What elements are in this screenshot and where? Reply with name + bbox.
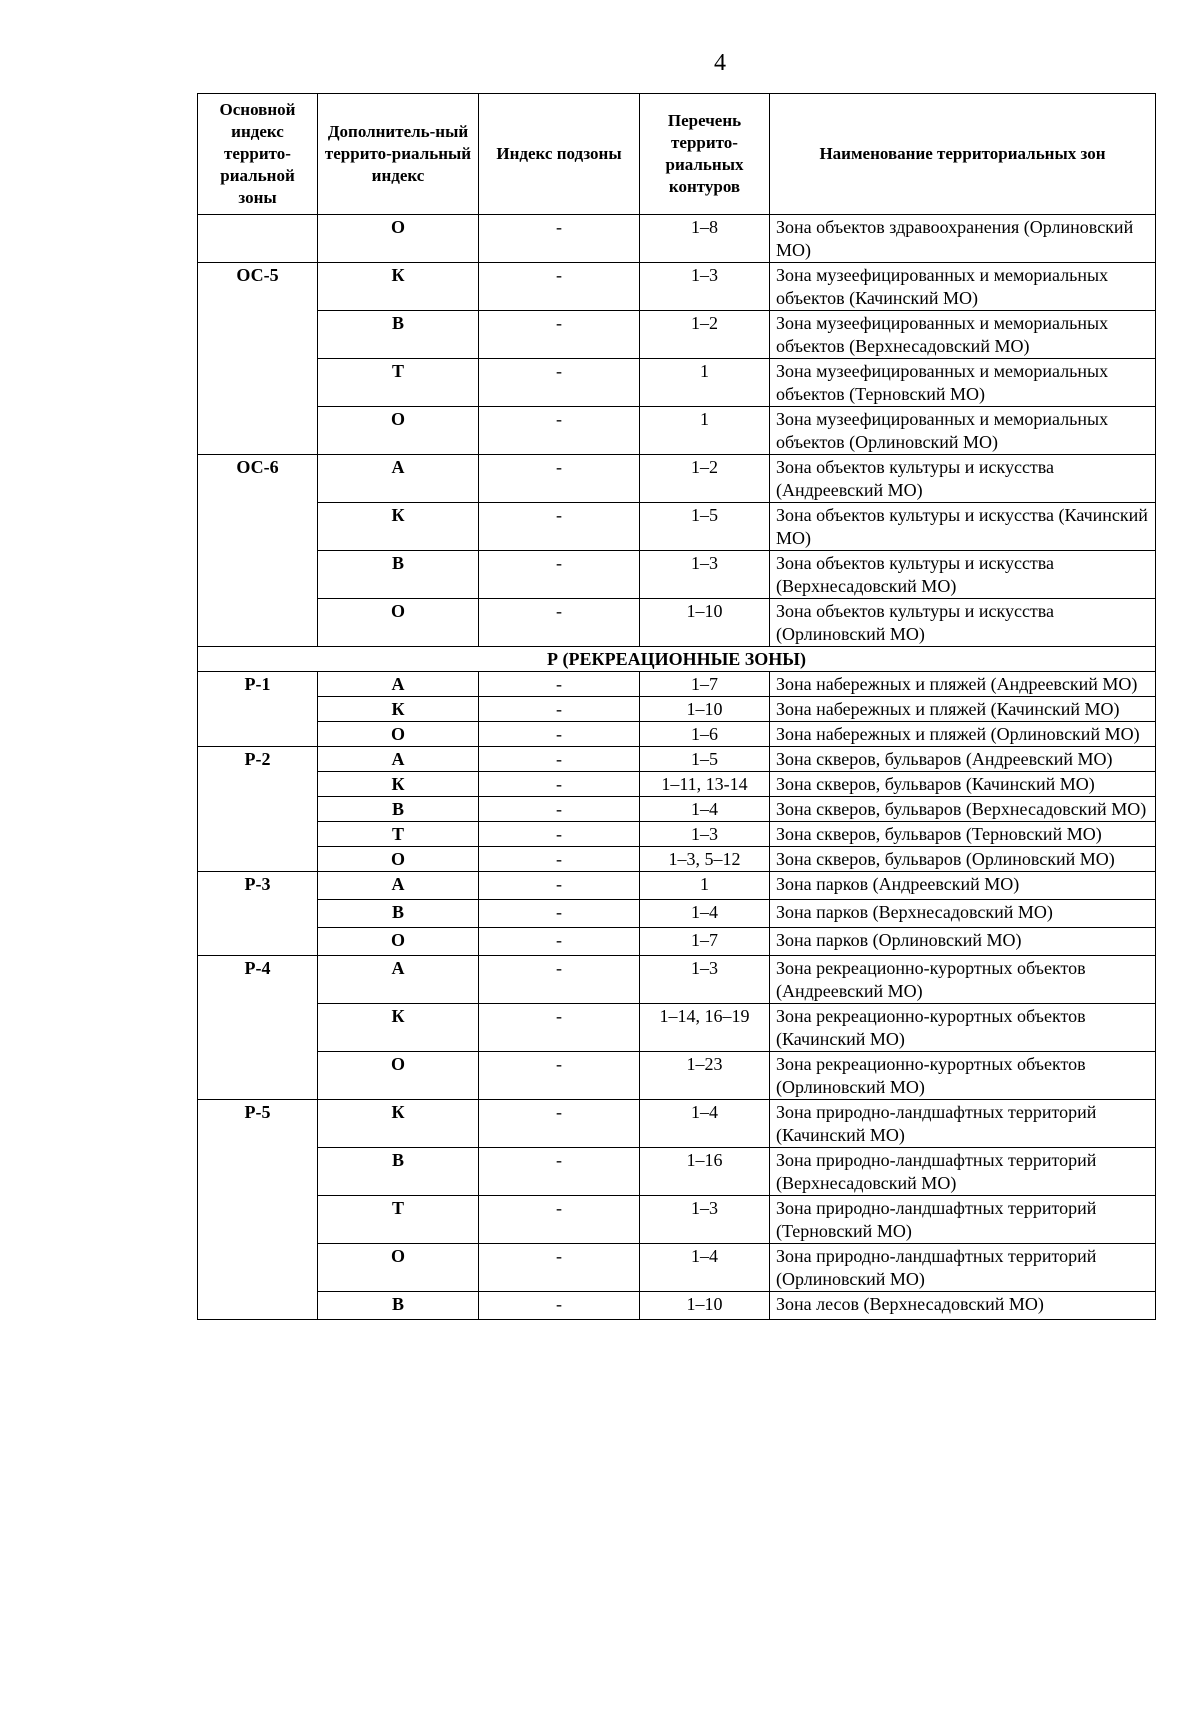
- additional-index-cell: Т: [318, 1196, 479, 1244]
- additional-index-cell: О: [318, 1244, 479, 1292]
- subzone-index-cell: -: [479, 455, 640, 503]
- zone-name-cell: Зона скверов, бульваров (Орлиновский МО): [770, 847, 1156, 872]
- table-row: [198, 672, 1156, 697]
- table-row: [198, 1148, 1156, 1196]
- zone-name-cell: Зона рекреационно-курортных объектов (Качинский МО): [770, 1004, 1156, 1052]
- additional-index-cell: О: [318, 1052, 479, 1100]
- additional-index-cell: В: [318, 551, 479, 599]
- contours-cell: 1–5: [640, 503, 770, 551]
- subzone-index-cell: -: [479, 1244, 640, 1292]
- zone-name-cell: Зона объектов здравоохранения (Орлиновский МО): [770, 215, 1156, 263]
- contours-cell: 1–4: [640, 797, 770, 822]
- additional-index-cell: Т: [318, 359, 479, 407]
- table-row: [198, 407, 1156, 455]
- subzone-index-cell: -: [479, 407, 640, 455]
- contours-cell: 1–14, 16–19: [640, 1004, 770, 1052]
- main-index-cell: ОС-5: [198, 263, 318, 455]
- additional-index-cell: К: [318, 772, 479, 797]
- table-row: [198, 928, 1156, 956]
- additional-index-cell: А: [318, 747, 479, 772]
- subzone-index-cell: -: [479, 956, 640, 1004]
- subzone-index-cell: -: [479, 1052, 640, 1100]
- main-index-cell: Р-3: [198, 872, 318, 956]
- header-subzone-index: Индекс подзоны: [479, 94, 640, 215]
- header-zone-name: Наименование территориальных зон: [770, 94, 1156, 215]
- contours-cell: 1–4: [640, 1244, 770, 1292]
- zone-name-cell: Зона лесов (Верхнесадовский МО): [770, 1292, 1156, 1320]
- contours-cell: 1: [640, 407, 770, 455]
- subzone-index-cell: -: [479, 263, 640, 311]
- zone-name-cell: Зона парков (Орлиновский МО): [770, 928, 1156, 956]
- table-row: [198, 722, 1156, 747]
- contours-cell: 1–5: [640, 747, 770, 772]
- contours-cell: 1–2: [640, 311, 770, 359]
- subzone-index-cell: -: [479, 772, 640, 797]
- additional-index-cell: А: [318, 455, 479, 503]
- additional-index-cell: К: [318, 697, 479, 722]
- table-row: [198, 697, 1156, 722]
- table-row: [198, 1196, 1156, 1244]
- subzone-index-cell: -: [479, 797, 640, 822]
- contours-cell: 1–4: [640, 900, 770, 928]
- table-row: [198, 1004, 1156, 1052]
- zone-name-cell: Зона парков (Верхнесадовский МО): [770, 900, 1156, 928]
- additional-index-cell: О: [318, 407, 479, 455]
- zone-name-cell: Зона набережных и пляжей (Качинский МО): [770, 697, 1156, 722]
- zone-name-cell: Зона скверов, бульваров (Верхнесадовский МО): [770, 797, 1156, 822]
- subzone-index-cell: -: [479, 1004, 640, 1052]
- zone-name-cell: Зона природно-ландшафтных территорий (Терновский МО): [770, 1196, 1156, 1244]
- territorial-zones-table: [197, 93, 1156, 1320]
- subzone-index-cell: -: [479, 359, 640, 407]
- table-row: [198, 455, 1156, 503]
- zone-name-cell: Зона объектов культуры и искусства (Качинский МО): [770, 503, 1156, 551]
- zone-name-cell: Зона объектов культуры и искусства (Андреевский МО): [770, 455, 1156, 503]
- additional-index-cell: К: [318, 1100, 479, 1148]
- additional-index-cell: В: [318, 900, 479, 928]
- contours-cell: 1–3, 5–12: [640, 847, 770, 872]
- header-additional-index: Дополнитель-ный террито-риальный индекс: [318, 94, 479, 215]
- contours-cell: 1–11, 13-14: [640, 772, 770, 797]
- table-row: [198, 263, 1156, 311]
- header-contours: Перечень террито-риальных контуров: [640, 94, 770, 215]
- subzone-index-cell: -: [479, 722, 640, 747]
- subzone-index-cell: -: [479, 551, 640, 599]
- main-index-cell: Р-1: [198, 672, 318, 747]
- table-row: [198, 359, 1156, 407]
- section-row-group: [198, 647, 1156, 672]
- zone-name-cell: Зона набережных и пляжей (Орлиновский МО): [770, 722, 1156, 747]
- additional-index-cell: А: [318, 872, 479, 900]
- contours-cell: 1–3: [640, 551, 770, 599]
- zone-name-cell: Зона музеефицированных и мемориальных объектов (Терновский МО): [770, 359, 1156, 407]
- section-title: Р (РЕКРЕАЦИОННЫЕ ЗОНЫ): [198, 647, 1156, 672]
- contours-cell: 1: [640, 359, 770, 407]
- contours-cell: 1–7: [640, 928, 770, 956]
- contours-cell: 1–23: [640, 1052, 770, 1100]
- additional-index-cell: О: [318, 215, 479, 263]
- additional-index-cell: К: [318, 1004, 479, 1052]
- table-row: [198, 797, 1156, 822]
- additional-index-cell: А: [318, 956, 479, 1004]
- subzone-index-cell: -: [479, 847, 640, 872]
- additional-index-cell: В: [318, 797, 479, 822]
- contours-cell: 1–7: [640, 672, 770, 697]
- additional-index-cell: В: [318, 1148, 479, 1196]
- zone-name-cell: Зона парков (Андреевский МО): [770, 872, 1156, 900]
- additional-index-cell: Т: [318, 822, 479, 847]
- table-header-row: [198, 94, 1156, 215]
- additional-index-cell: О: [318, 928, 479, 956]
- table-row: [198, 1052, 1156, 1100]
- subzone-index-cell: -: [479, 1100, 640, 1148]
- zone-name-cell: Зона природно-ландшафтных территорий (Орлиновский МО): [770, 1244, 1156, 1292]
- page-number: 4: [714, 50, 726, 76]
- main-index-cell: Р-2: [198, 747, 318, 872]
- table-row: [198, 822, 1156, 847]
- table-row: [198, 772, 1156, 797]
- zone-name-cell: Зона музеефицированных и мемориальных объектов (Качинский МО): [770, 263, 1156, 311]
- contours-cell: 1–3: [640, 822, 770, 847]
- main-index-cell: ОС-6: [198, 455, 318, 647]
- table-row: [198, 551, 1156, 599]
- main-index-cell: Р-4: [198, 956, 318, 1100]
- additional-index-cell: А: [318, 672, 479, 697]
- table-row: [198, 1244, 1156, 1292]
- subzone-index-cell: -: [479, 503, 640, 551]
- zone-name-cell: Зона объектов культуры и искусства (Орлиновский МО): [770, 599, 1156, 647]
- section-row: [198, 647, 1156, 672]
- additional-index-cell: К: [318, 263, 479, 311]
- table-row: [198, 847, 1156, 872]
- zone-name-cell: Зона набережных и пляжей (Андреевский МО): [770, 672, 1156, 697]
- subzone-index-cell: -: [479, 1148, 640, 1196]
- table-row: [198, 599, 1156, 647]
- zone-name-cell: Зона природно-ландшафтных территорий (Качинский МО): [770, 1100, 1156, 1148]
- contours-cell: 1–3: [640, 1196, 770, 1244]
- additional-index-cell: В: [318, 311, 479, 359]
- zone-name-cell: Зона скверов, бульваров (Андреевский МО): [770, 747, 1156, 772]
- table-row: [198, 900, 1156, 928]
- contours-cell: 1–16: [640, 1148, 770, 1196]
- additional-index-cell: К: [318, 503, 479, 551]
- zone-name-cell: Зона рекреационно-курортных объектов (Орлиновский МО): [770, 1052, 1156, 1100]
- additional-index-cell: О: [318, 722, 479, 747]
- table-row: [198, 1292, 1156, 1320]
- contours-cell: 1–3: [640, 956, 770, 1004]
- main-index-cell: Р-5: [198, 1100, 318, 1320]
- table-row: [198, 747, 1156, 772]
- subzone-index-cell: -: [479, 672, 640, 697]
- table-row: [198, 956, 1156, 1004]
- contours-cell: 1–4: [640, 1100, 770, 1148]
- zone-name-cell: Зона музеефицированных и мемориальных объектов (Верхнесадовский МО): [770, 311, 1156, 359]
- subzone-index-cell: -: [479, 697, 640, 722]
- main-index-cell: [198, 215, 318, 263]
- zone-name-cell: Зона рекреационно-курортных объектов (Андреевский МО): [770, 956, 1156, 1004]
- contours-cell: 1–10: [640, 1292, 770, 1320]
- subzone-index-cell: -: [479, 1292, 640, 1320]
- zone-name-cell: Зона природно-ландшафтных территорий (Верхнесадовский МО): [770, 1148, 1156, 1196]
- subzone-index-cell: -: [479, 928, 640, 956]
- contours-cell: 1–6: [640, 722, 770, 747]
- os-zone-rows: [198, 215, 1156, 647]
- subzone-index-cell: -: [479, 599, 640, 647]
- header-main-index: Основной индекс террито-риальной зоны: [198, 94, 318, 215]
- contours-cell: 1–2: [640, 455, 770, 503]
- zone-name-cell: Зона музеефицированных и мемориальных объектов (Орлиновский МО): [770, 407, 1156, 455]
- contours-cell: 1–10: [640, 599, 770, 647]
- subzone-index-cell: -: [479, 311, 640, 359]
- subzone-index-cell: -: [479, 872, 640, 900]
- subzone-index-cell: -: [479, 822, 640, 847]
- zone-name-cell: Зона объектов культуры и искусства (Верхнесадовский МО): [770, 551, 1156, 599]
- additional-index-cell: О: [318, 599, 479, 647]
- contours-cell: 1–3: [640, 263, 770, 311]
- table-row: [198, 872, 1156, 900]
- additional-index-cell: О: [318, 847, 479, 872]
- recreation-zone-rows: [198, 672, 1156, 1320]
- contours-cell: 1–8: [640, 215, 770, 263]
- zone-name-cell: Зона скверов, бульваров (Качинский МО): [770, 772, 1156, 797]
- table-row: [198, 1100, 1156, 1148]
- subzone-index-cell: -: [479, 1196, 640, 1244]
- additional-index-cell: В: [318, 1292, 479, 1320]
- zone-name-cell: Зона скверов, бульваров (Терновский МО): [770, 822, 1156, 847]
- table-row: [198, 503, 1156, 551]
- subzone-index-cell: -: [479, 747, 640, 772]
- contours-cell: 1: [640, 872, 770, 900]
- table-row: [198, 311, 1156, 359]
- table-row: [198, 215, 1156, 263]
- subzone-index-cell: -: [479, 215, 640, 263]
- contours-cell: 1–10: [640, 697, 770, 722]
- subzone-index-cell: -: [479, 900, 640, 928]
